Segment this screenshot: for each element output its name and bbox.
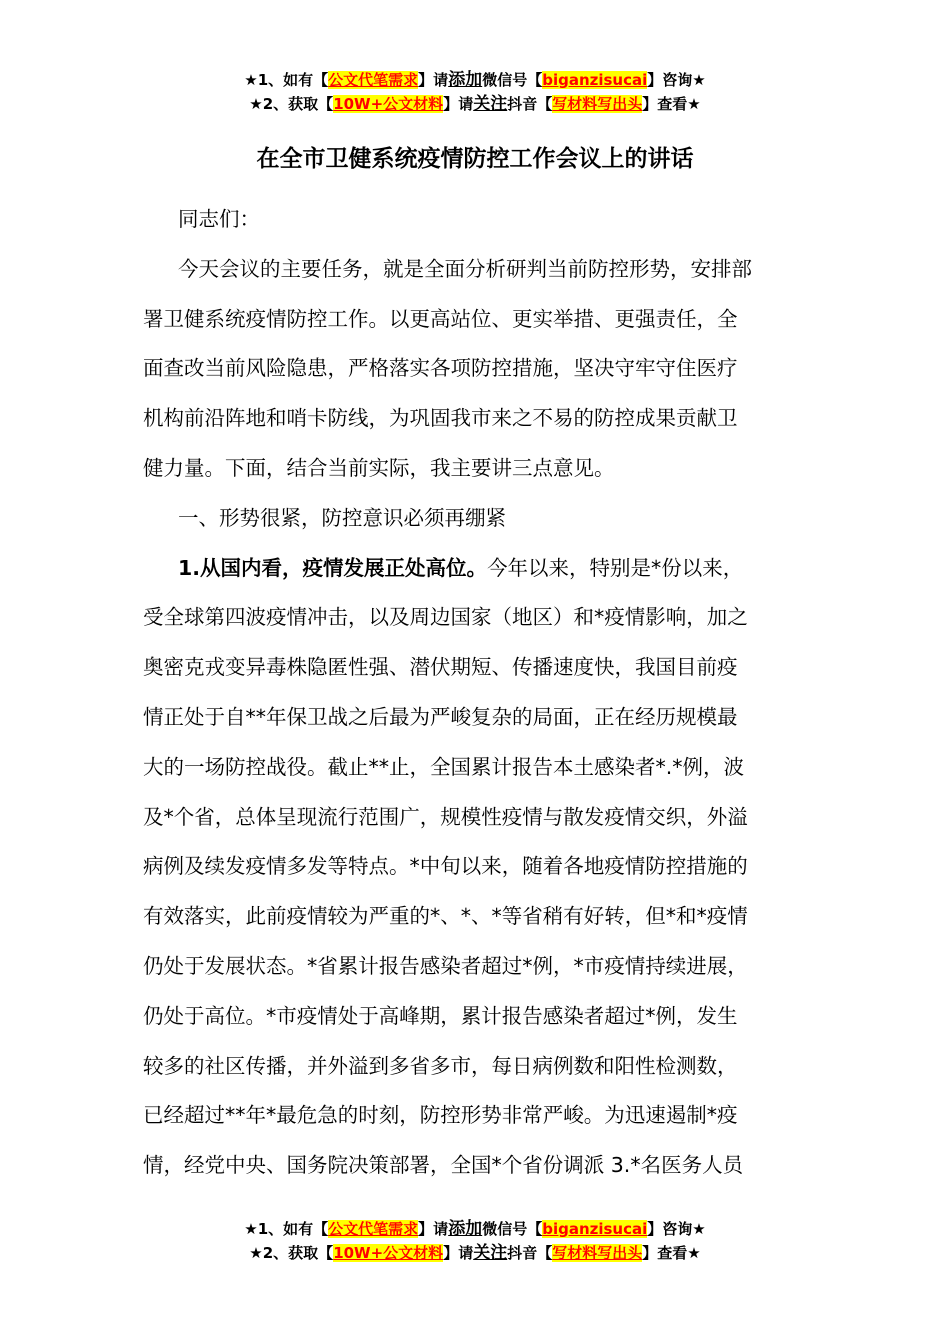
text-line [143,593,808,643]
text-line [143,494,808,544]
text-line [143,195,808,245]
text-line [143,693,808,743]
promo-underline: 关注 [473,94,508,114]
promo-text: 】请 [418,1220,449,1238]
promo-line-2 [0,92,950,116]
promo-text: ★1、如有【 [244,1220,329,1238]
promo-text: 】请 [418,71,449,89]
text-line [143,992,808,1042]
document-body [143,195,808,1191]
line-text: 奥密克戎变异毒株隐匿性强、潜伏期短、传播速度快，我国目前疫 [143,655,738,680]
line-text: 署卫健系统疫情防控工作。以更高站位、更实举措、更强责任，全 [143,306,738,331]
line-text: 机构前沿阵地和哨卡防线，为巩固我市来之不易的防控成果贡献卫 [143,406,738,431]
line-text: 仍处于高位。*市疫情处于高峰期，累计报告感染者超过*例，发生 [143,1003,738,1028]
promo-banner-bottom [0,1217,950,1265]
text-line [143,892,808,942]
promo-text: 】查看★ [642,95,701,113]
promo-highlight: 公文代笔需求 [328,1220,419,1238]
line-text: 今天会议的主要任务，就是全面分析研判当前防控形势，安排部 [178,256,752,281]
line-text: 较多的社区传播，并外溢到多省多市，每日病例数和阳性检测数， [143,1053,738,1078]
text-line [143,1042,808,1092]
line-text: 情，经党中央、国务院决策部署，全国*个省份调派 3.*名医务人员 [143,1153,744,1178]
line-text: 大的一场防控战役。截止**止，全国累计报告本土感染者*.*例，波 [143,754,745,779]
text-line [143,245,808,295]
promo-line-2 [0,1241,950,1265]
promo-text: 抖音【 [507,95,553,113]
promo-banner-top [0,68,950,116]
promo-text: ★1、如有【 [244,71,329,89]
text-line [143,444,808,494]
text-line [143,1091,808,1141]
text-line [143,942,808,992]
line-text: 已经超过**年*最危急的时刻，防控形势非常严峻。为迅速遏制*疫 [143,1103,738,1128]
promo-highlight: 写材料写出头 [552,1244,643,1262]
bold-heading: 1.从国内看，疫情发展正处高位。 [178,555,488,580]
promo-text: 抖音【 [507,1244,553,1262]
line-text: 受全球第四波疫情冲击，以及周边国家（地区）和*疫情影响，加之 [143,605,748,630]
promo-underline: 添加 [448,1219,483,1239]
text-line [143,344,808,394]
text-line [143,793,808,843]
line-text: 今年以来，特别是*份以来， [487,555,744,580]
promo-text: 】咨询★ [647,1220,706,1238]
document-title: 在全市卫健系统疫情防控工作会议上的讲话 [256,146,694,172]
promo-text: 】请 [443,95,474,113]
line-text: 情正处于自**年保卫战之后最为严峻复杂的局面，正在经历规模最 [143,704,738,729]
promo-highlight: 10W+公文材料 [333,95,444,113]
line-text: 一、形势很紧，防控意识必须再绷紧 [178,505,506,530]
line-text: 仍处于发展状态。*省累计报告感染者超过*例，*市疫情持续进展， [143,953,748,978]
promo-wechat-id: biganzisucai [542,71,648,89]
text-line [143,295,808,345]
line-text: 健力量。下面，结合当前实际，我主要讲三点意见。 [143,455,615,480]
promo-text: 微信号【 [482,71,543,89]
promo-highlight: 公文代笔需求 [328,71,419,89]
line-text: 同志们： [178,207,260,231]
promo-text: ★2、获取【 [249,1244,334,1262]
text-line [143,842,808,892]
text-line [143,394,808,444]
text-line [143,643,808,693]
line-text: 病例及续发疫情多发等特点。*中旬以来，随着各地疫情防控措施的 [143,854,748,879]
promo-text: ★2、获取【 [249,95,334,113]
text-line [143,1141,808,1191]
promo-underline: 关注 [473,1243,508,1263]
line-text: 及*个省，总体呈现流行范围广，规模性疫情与散发疫情交织，外溢 [143,804,748,829]
promo-text: 】请 [443,1244,474,1262]
text-line [143,544,808,594]
line-text: 面查改当前风险隐患，严格落实各项防控措施，坚决守牢守住医疗 [143,356,738,381]
promo-highlight: 10W+公文材料 [333,1244,444,1262]
promo-text: 】咨询★ [647,71,706,89]
promo-line-1 [0,1217,950,1241]
promo-underline: 添加 [448,70,483,90]
promo-text: 】查看★ [642,1244,701,1262]
promo-line-1 [0,68,950,92]
line-text: 有效落实，此前疫情较为严重的*、*、*等省稍有好转，但*和*疫情 [143,904,748,929]
promo-wechat-id: biganzisucai [542,1220,648,1238]
promo-text: 微信号【 [482,1220,543,1238]
promo-highlight: 写材料写出头 [552,95,643,113]
text-line [143,743,808,793]
